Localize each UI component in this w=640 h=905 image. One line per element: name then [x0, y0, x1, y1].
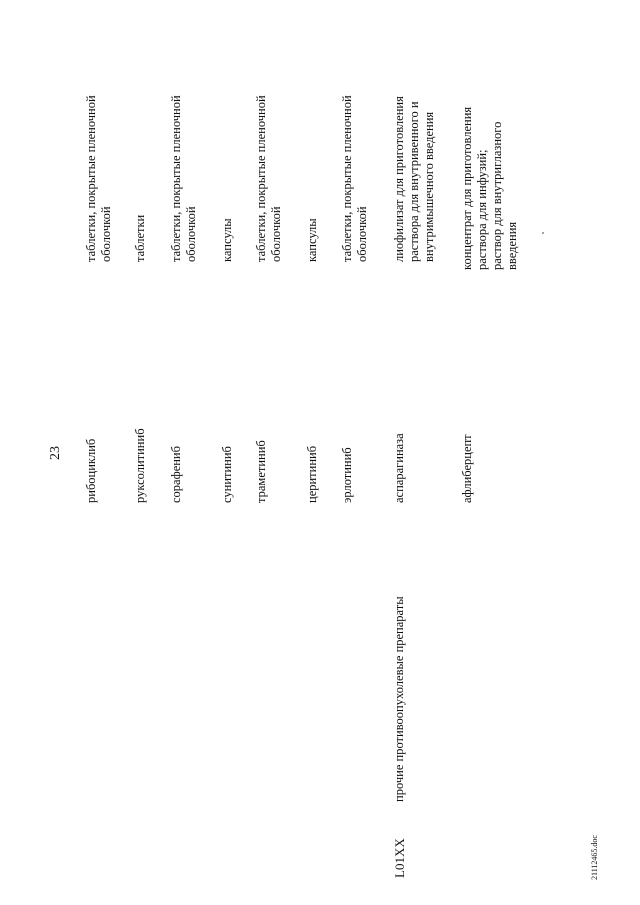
- dosage-form: [254, 95, 284, 262]
- dosage-form-line: таблетки: [133, 214, 147, 262]
- dosage-form-line: введения: [505, 221, 519, 270]
- dosage-form-line: раствора для внутривенного и: [407, 101, 421, 262]
- drug-name: рибоциклиб: [84, 438, 98, 503]
- dosage-form-line: капсулы: [220, 218, 234, 262]
- drug-name: сунитиниб: [220, 446, 234, 503]
- drug-name: сорафениб: [169, 446, 183, 503]
- scan-speck: [542, 232, 544, 234]
- dosage-form: [392, 96, 437, 262]
- drug-name: афлиберцепт: [460, 434, 474, 503]
- dosage-form-line: раствора для инфузий;: [475, 149, 489, 270]
- dosage-form: [84, 95, 114, 262]
- dosage-form-line: оболочкой: [355, 206, 369, 262]
- dosage-form: [220, 218, 235, 262]
- dosage-form-line: оболочкой: [99, 206, 113, 262]
- dosage-form-line: оболочкой: [269, 206, 283, 262]
- page-number: 23: [48, 446, 63, 460]
- dosage-form: [169, 95, 199, 262]
- dosage-form-line: раствор для внутриглазного: [490, 121, 504, 270]
- dosage-form-line: таблетки, покрытые пленочной: [254, 95, 268, 262]
- drug-name: аспарагиназа: [392, 433, 406, 503]
- dosage-form-line: оболочкой: [184, 206, 198, 262]
- drug-name: траметиниб: [254, 440, 268, 503]
- drug-name: церитиниб: [305, 445, 319, 503]
- footer-filename: 21112465.doc: [590, 835, 599, 880]
- group-name: прочие противоопухолевые препараты: [392, 596, 406, 802]
- dosage-form: [460, 107, 520, 270]
- dosage-form: [133, 215, 148, 262]
- dosage-form-line: таблетки, покрытые пленочной: [340, 95, 354, 262]
- dosage-form-line: лиофилизат для приготовления: [392, 96, 406, 262]
- dosage-form-line: концентрат для приготовления: [460, 106, 474, 270]
- dosage-form-line: таблетки, покрытые пленочной: [169, 95, 183, 262]
- dosage-form-line: капсулы: [305, 218, 319, 262]
- dosage-form: [305, 218, 320, 262]
- dosage-form-line: таблетки, покрытые пленочной: [84, 95, 98, 262]
- dosage-form-line: внутримышечного введения: [422, 111, 436, 262]
- drug-name: эрлотиниб: [340, 447, 354, 503]
- dosage-form: [340, 95, 370, 262]
- drug-name: руксолитиниб: [133, 428, 147, 503]
- group-code: L01XX: [392, 838, 407, 878]
